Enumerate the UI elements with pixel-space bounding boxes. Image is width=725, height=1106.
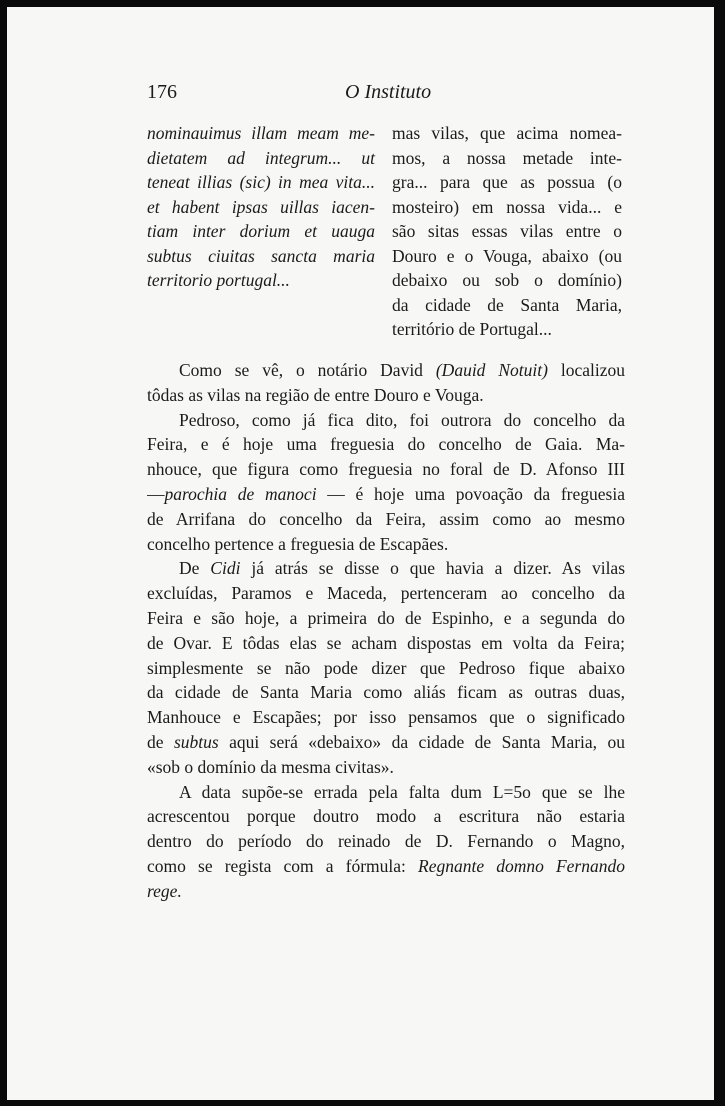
paragraph-line: de Arrifana do concelho da Feira, assim como ao mesmo bbox=[147, 508, 625, 529]
translation-line: mosteiro) em nossa vida... e bbox=[392, 196, 622, 217]
latin-line: territorio portugal... bbox=[147, 270, 290, 290]
latin-line: et habent ipsas uillas iacen- bbox=[147, 196, 375, 217]
paragraph-line: —parochia de manoci — é hoje uma povoação da freguesia bbox=[147, 483, 625, 504]
paragraph-line: Manhouce e Escapães; por isso pensamos que o significado bbox=[147, 707, 625, 728]
latin-line: subtus ciuitas sancta maria bbox=[147, 245, 375, 266]
paragraph-line: «sob o domínio da mesma civitas». bbox=[147, 756, 394, 777]
translation-line: gra... para que as possua (o bbox=[392, 172, 622, 192]
latin-line: dietatem ad integrum... ut bbox=[147, 147, 375, 168]
portuguese-translation-column bbox=[392, 121, 622, 342]
latin-line: teneat illias (sic) in mea vita... bbox=[147, 172, 375, 192]
paragraph-line: Como se vê, o notário David (Dauid Notuit) localizou bbox=[179, 360, 625, 380]
paragraph-line: de subtus aqui será «debaixo» da cidade de Santa Maria, ou bbox=[147, 731, 625, 752]
latin-line: nominauimus illam meam me- bbox=[147, 123, 375, 143]
translation-line: mas vilas, que acima nomea- bbox=[392, 123, 622, 143]
paragraph-line: Pedroso, como já fica dito, foi outrora do concelho da bbox=[179, 409, 625, 430]
paragraph-line: Feira, e é hoje uma freguesia do concelho de Gaia. Ma- bbox=[147, 434, 625, 455]
paragraph-line: de Ovar. E tôdas elas se acham dispostas em volta da Feira; bbox=[147, 632, 625, 653]
paragraph-line: concelho pertence a freguesia de Escapães. bbox=[147, 533, 449, 554]
paragraph-line: excluídas, Paramos e Maceda, pertenceram ao concelho da bbox=[147, 583, 625, 604]
page-number: 176 bbox=[147, 81, 177, 103]
latin-quote-column bbox=[147, 121, 375, 293]
paragraph-line: dentro do período do reinado de D. Fernando o Magno, bbox=[147, 831, 625, 852]
book-page bbox=[7, 7, 714, 1100]
paragraph-line: da cidade de Santa Maria como aliás ficam as outras duas, bbox=[147, 682, 625, 703]
running-title: O Instituto bbox=[345, 81, 432, 103]
paragraph-line: nhouce, que figura como freguesia no foral de D. Afonso III bbox=[147, 459, 625, 480]
paragraph-line: Feira e são hoje, a primeira do de Espinho, e a segunda do bbox=[147, 607, 625, 628]
translation-line: mos, a nossa metade inte- bbox=[392, 147, 622, 168]
translation-line: território de Portugal... bbox=[392, 319, 552, 339]
paragraph-line: tôdas as vilas na região de entre Douro e Vouga. bbox=[147, 384, 484, 405]
paragraph-line: De Cidi já atrás se disse o que havia a dizer. As vilas bbox=[179, 558, 625, 579]
paragraph-line: como se regista com a fórmula: Regnante domno Fernando bbox=[147, 855, 625, 876]
translation-line: da cidade de Santa Maria, bbox=[392, 294, 622, 315]
body-text bbox=[147, 358, 625, 904]
translation-line: debaixo ou sob o domínio) bbox=[392, 270, 622, 290]
translation-line: Douro e o Vouga, abaixo (ou bbox=[392, 245, 622, 266]
paragraph-line: A data supõe-se errada pela falta dum L=5o que se lhe bbox=[179, 781, 625, 802]
paragraph-line: simplesmente se não pode dizer que Pedroso fique abaixo bbox=[147, 657, 625, 678]
page-header bbox=[147, 77, 627, 105]
paragraph-line: acrescentou porque doutro modo a escritura não estaria bbox=[147, 806, 625, 827]
translation-line: são sitas essas vilas entre o bbox=[392, 221, 622, 241]
latin-line: tiam inter dorium et uauga bbox=[147, 221, 375, 241]
paragraph-line: rege. bbox=[147, 880, 182, 901]
